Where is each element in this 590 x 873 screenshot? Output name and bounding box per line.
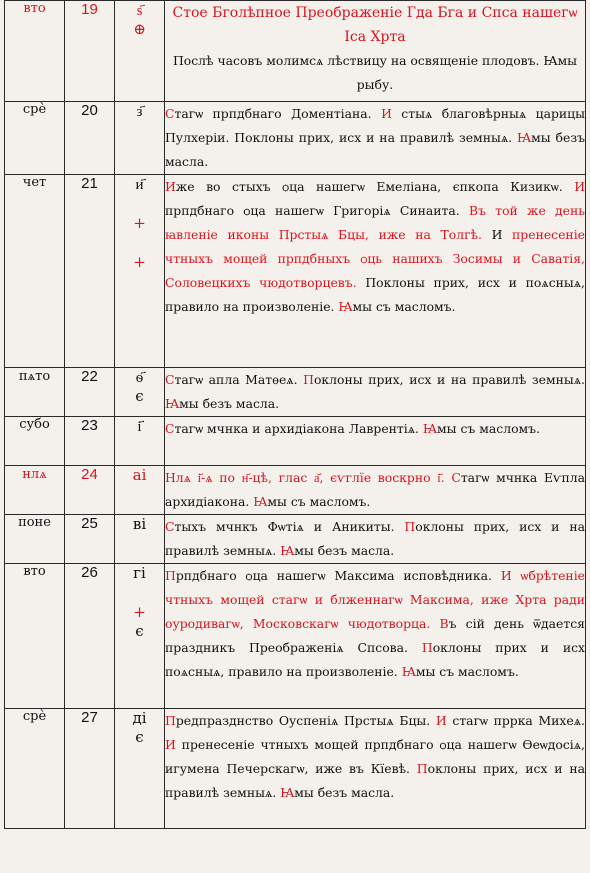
marks-cell bbox=[115, 417, 165, 466]
rubric-text: И bbox=[574, 179, 585, 194]
rubric-text: С bbox=[165, 519, 175, 534]
church-numeral: ѕ҃ bbox=[136, 1, 143, 19]
body-text: оклоны прих, исх и на правилѣ земныѧ. bbox=[165, 761, 585, 800]
date-number-cell: 25 bbox=[65, 515, 115, 564]
marks-cell bbox=[115, 102, 165, 175]
church-numeral: ві bbox=[132, 515, 147, 533]
weekday-cell: поне bbox=[5, 515, 65, 564]
cross-mark-icon: + bbox=[133, 214, 146, 232]
body-text: Поклоны прих, исх и поѧсныѧ, правило на произволеніе. bbox=[165, 275, 585, 314]
calendar-row bbox=[5, 175, 586, 368]
body-text: же во стыхъ ѻца нашегѡ Емеліана, єпкопа Кизикѡ. bbox=[175, 179, 575, 194]
marks-cell bbox=[115, 709, 165, 829]
body-text: тагѡ мчнка Еѵпла архидіакона. bbox=[165, 470, 585, 509]
weekday-cell: вто bbox=[5, 564, 65, 709]
body-text: оклоны прих, исх и на правилѣ земныѧ. bbox=[313, 372, 585, 387]
body-text: оклоны прих, исх и на правилѣ земныѧ. bbox=[165, 519, 585, 558]
calendar-table bbox=[4, 0, 586, 829]
rubric-text: П bbox=[421, 640, 433, 655]
calendar-row bbox=[5, 564, 586, 709]
body-text: мы съ масломъ. bbox=[352, 299, 456, 314]
body-text: рпдбнаго ѻца нашегѡ Максима исповѣдника. bbox=[175, 568, 501, 583]
date-number-cell: 27 bbox=[65, 709, 115, 829]
rubric-text: П bbox=[404, 519, 416, 534]
rubric-text: Ꙗ bbox=[165, 396, 180, 411]
weekday-cell: срѐ bbox=[5, 709, 65, 829]
weekday-cell: нлѧ bbox=[5, 466, 65, 515]
weekday-cell: срѐ bbox=[5, 102, 65, 175]
body-text: мы безъ масла. bbox=[179, 396, 280, 411]
church-numeral: ѳ҃ bbox=[135, 368, 144, 386]
marks-cell bbox=[115, 515, 165, 564]
reading-text-cell bbox=[165, 466, 586, 515]
rubric-text: Ꙗ bbox=[517, 130, 532, 145]
church-numeral: аі bbox=[132, 466, 147, 484]
rubric-text: Ꙗ bbox=[253, 494, 268, 509]
weekday-cell: субо bbox=[5, 417, 65, 466]
reading-text-cell bbox=[165, 1, 586, 102]
body-text: прпдбнаго ѻца нашегѡ Григоріѧ Синаита. bbox=[165, 203, 469, 218]
rubric-text: Ꙗ bbox=[280, 785, 295, 800]
body-text: мы безъ масла. bbox=[294, 785, 395, 800]
marks-cell bbox=[115, 1, 165, 102]
rubric-text: С bbox=[165, 106, 175, 121]
rubric-text: С bbox=[451, 470, 461, 485]
date-number-cell: 20 bbox=[65, 102, 115, 175]
cross-mark-icon: + bbox=[133, 253, 146, 271]
marks-cell bbox=[115, 368, 165, 417]
rubric-text: Ꙗ bbox=[280, 543, 295, 558]
weekday-cell: чет bbox=[5, 175, 65, 368]
marks-cell bbox=[115, 175, 165, 368]
weekday-cell: вто bbox=[5, 1, 65, 102]
date-number-cell: 24 bbox=[65, 466, 115, 515]
body-text: тагѡ апла Матѳеѧ. bbox=[174, 372, 304, 387]
rubric-text: Ꙗ bbox=[422, 421, 438, 436]
rubric-text: Ꙗ bbox=[401, 664, 416, 679]
calendar-row bbox=[5, 102, 586, 175]
rubric-text: С bbox=[165, 372, 175, 387]
feast-title: Стое Бголѣпное Преображеніе Гда Бга и Спса нашегѡ Іса Хрта bbox=[172, 5, 578, 45]
body-text: И bbox=[481, 227, 513, 242]
body-text: тагѡ мчнка и архидіакона Лаврентіѧ. bbox=[174, 421, 423, 436]
body-text: тагѡ прпдбнаго Доментіана. bbox=[174, 106, 382, 121]
rubric-text: И bbox=[381, 106, 392, 121]
date-number-cell: 23 bbox=[65, 417, 115, 466]
rubric-text: Нлѧ і҃-ѧ по н҃-цѣ, глас а҃, єѵглїе воскрно і҃. bbox=[165, 470, 445, 485]
body-text: стагѡ прркa Михеѧ. bbox=[446, 713, 585, 728]
body-text bbox=[512, 568, 521, 583]
rubric-text: П bbox=[303, 372, 314, 387]
rubric-text: С bbox=[165, 421, 175, 436]
reading-text-cell bbox=[165, 417, 586, 466]
rubric-text: И bbox=[500, 568, 512, 583]
body-text: стыѧ благовѣрныѧ царицы Пулхеріи. Поклоны прих, исх и на правилѣ земныѧ. bbox=[165, 106, 585, 145]
rubric-text: П bbox=[165, 568, 176, 583]
date-number-cell: 21 bbox=[65, 175, 115, 368]
church-numeral: і҃ bbox=[137, 417, 142, 435]
rubric-text: ѡбрѣтеніе чтныхъ мощей стагѡ и блженнагѡ Максима, иже Хрта ради оуродивагѡ, Московскагѡ чюдотворца. bbox=[165, 568, 585, 631]
church-numeral: ді bbox=[132, 709, 147, 727]
body-text: тыхъ мчнкъ Фѡтіѧ и Аникиты. bbox=[174, 519, 405, 534]
reading-text-cell bbox=[165, 102, 586, 175]
calendar-row bbox=[5, 466, 586, 515]
rubric-text: Ꙗ bbox=[338, 299, 353, 314]
calendar-row bbox=[5, 368, 586, 417]
feast-note: Послѣ часовъ молимсѧ лѣствицу на освященіе плодовъ. Ꙗмы рыбу. bbox=[172, 53, 578, 92]
body-text: пренесеніе чтныхъ мощей прпдбнаго ѻца нашегѡ Ѳеѡдосіѧ, игумена Печерскагѡ, иже въ Кїевѣ. bbox=[165, 737, 585, 776]
rubric-text: И bbox=[165, 179, 176, 194]
body-text bbox=[430, 616, 439, 631]
body-text: мы съ масломъ. bbox=[415, 664, 519, 679]
body-text: мы съ масломъ. bbox=[437, 421, 541, 436]
date-number-cell: 26 bbox=[65, 564, 115, 709]
rubric-text: И bbox=[435, 713, 447, 728]
calendar-row bbox=[5, 417, 586, 466]
rubric-text: П bbox=[416, 761, 428, 776]
body-text: оклоны прих и исх поѧсныѧ, правило на произволеніе. bbox=[165, 640, 585, 679]
church-numeral: є bbox=[135, 622, 144, 640]
calendar-row bbox=[5, 709, 586, 829]
church-numeral: з҃ bbox=[136, 102, 143, 120]
marks-cell bbox=[115, 466, 165, 515]
reading-text-cell bbox=[165, 515, 586, 564]
rubric-text: П bbox=[165, 713, 176, 728]
feast-sign-icon: ⊕ bbox=[133, 20, 146, 38]
date-number-cell: 22 bbox=[65, 368, 115, 417]
church-numeral: гі bbox=[133, 564, 146, 582]
church-numeral: и҃ bbox=[135, 175, 144, 193]
church-numeral: є bbox=[135, 728, 144, 746]
marks-cell bbox=[115, 564, 165, 709]
body-text: редпразднство Оуспеніѧ Прстыѧ Бцы. bbox=[175, 713, 436, 728]
reading-text-cell bbox=[165, 175, 586, 368]
body-text: мы безъ масла. bbox=[294, 543, 395, 558]
reading-text-cell bbox=[165, 709, 586, 829]
rubric-text: пренесеніе чтныхъ мощей прпдбныхъ ѻць нашихъ Зосимы и Саватія, Соловецкихъ чюдотворцевъ. bbox=[165, 227, 585, 290]
weekday-cell: пѧто bbox=[5, 368, 65, 417]
reading-text-cell bbox=[165, 368, 586, 417]
body-text: мы безъ масла. bbox=[165, 130, 585, 169]
body-text: ъ сій день ѿдается праздникъ Преображеніѧ Спсова. bbox=[165, 616, 585, 655]
rubric-text: В bbox=[439, 616, 449, 631]
cross-mark-icon: + bbox=[133, 603, 146, 621]
calendar-row bbox=[5, 1, 586, 102]
calendar-row bbox=[5, 515, 586, 564]
rubric-text: Въ той же день ꙗвленіе иконы Прстыѧ Бцы, иже на Толгѣ. bbox=[165, 203, 586, 242]
date-number-cell: 19 bbox=[65, 1, 115, 102]
church-numeral: є bbox=[135, 387, 144, 405]
rubric-text: И bbox=[165, 737, 176, 752]
body-text: мы съ масломъ. bbox=[267, 494, 371, 509]
reading-text-cell bbox=[165, 564, 586, 709]
